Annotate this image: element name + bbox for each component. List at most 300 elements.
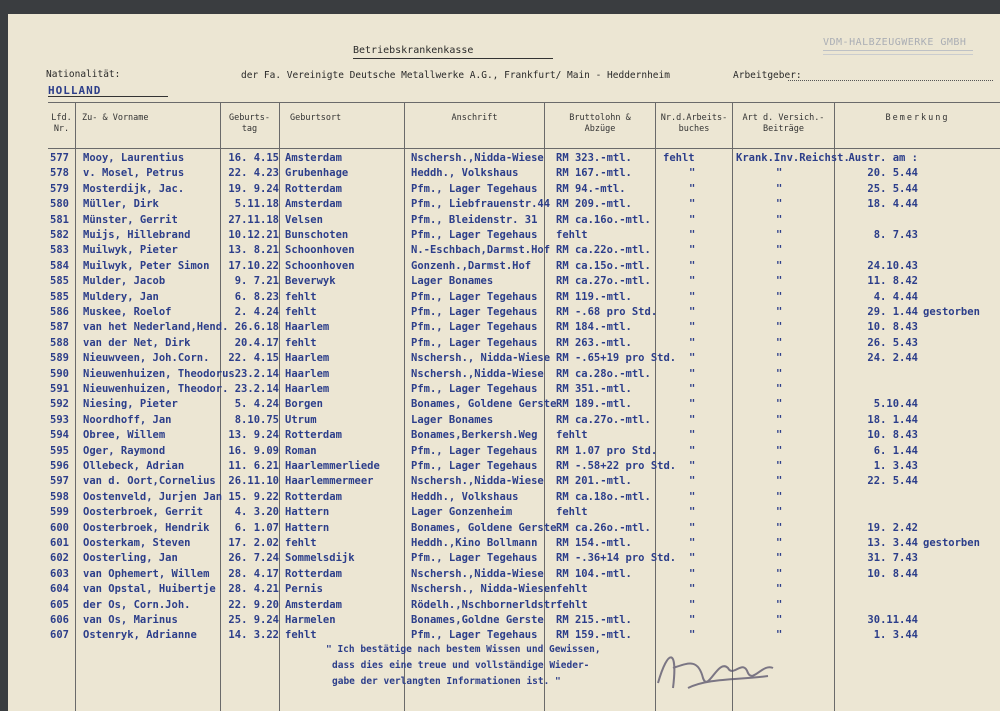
cell-book: " [689,306,696,318]
cell-addr: Pfm., Lager Tegehaus [411,460,538,472]
cell-place: Grubenhage [285,167,349,180]
cell-addr: Pfm., Lager Tegehaus [411,552,538,565]
cell-birth: 22. 4.23 [228,167,279,180]
cell-rem: 1. 3.43 [873,460,918,472]
cell-name: Nieuwveen, Joh.Corn. [83,352,210,365]
cell-ins: " [776,259,783,272]
cell-wage: RM ca.18o.-mtl. [556,490,651,503]
cell-birth: 11. 6.21 [228,460,279,472]
table-top-rule [48,102,1000,103]
cell-birth: 6. 1.07 [234,521,279,534]
cell-birth: 27.11.18 [228,213,279,226]
cell-rem: 5.10.44 [873,398,918,411]
cell-name: van het Nederland,Hend. [83,321,229,334]
cell-wage: fehlt [556,429,588,442]
cell-birth: 13. 8.21 [228,244,279,257]
cell-place: Sommelsdijk [285,552,355,565]
cell-name: van der Net, Dirk [83,336,191,349]
cell-book: " [689,383,696,395]
table-row [8,198,1000,214]
cell-name: Obree, Willem [83,429,166,442]
cell-book: " [689,398,696,411]
cell-addr: Pfm., Lager Tegehaus [411,290,538,303]
cell-book: " [689,229,696,241]
cell-birth: 4. 3.20 [234,506,279,519]
cell-nr: 604 [50,583,69,596]
table-row [8,368,1000,384]
cell-nr: 584 [50,259,69,272]
cell-rem: 30.11.44 [867,614,918,626]
employer-line [788,80,993,81]
cell-place: Schoonhoven [285,244,355,257]
cell-ins: " [776,614,783,626]
cell-addr: Nschersh., Nidda-Wiese [411,352,551,365]
cell-note: gestorben [923,537,980,549]
cell-wage: fehlt [556,598,588,611]
cell-wage: fehlt [556,506,588,519]
cell-place: Rotterdam [285,490,342,503]
cell-ins: " [776,229,783,241]
cell-name: Muilwyk, Peter Simon [83,259,210,272]
nationality-label: Nationalität: [46,69,121,80]
cell-nr: 585 [50,290,69,303]
cell-place: Schoonhoven [285,259,355,272]
cell-addr: Nschersh.,Nidda-Wiese [411,567,544,580]
cell-name: Oosterkam, Steven [83,537,191,549]
cell-ins: Krank.Inv.Reichst. [736,152,850,164]
cell-addr: Bonames, Goldene Gerste [411,398,557,411]
cell-addr: Pfm., Lager Tegehaus [411,444,538,457]
cell-wage: RM 167.-mtl. [556,167,632,180]
cell-place: Rotterdam [285,567,342,580]
cell-birth: 13. 9.24 [228,429,279,442]
cell-addr: Lager Bonames [411,275,494,288]
header-wage: Bruttolohn & Abzüge [569,113,631,134]
cell-wage: RM -.58+22 pro Std. [556,460,677,472]
cell-place: Haarlem [285,321,330,334]
cell-addr: Gonzenh.,Darmst.Hof [411,259,532,272]
cell-name: Muijs, Hillebrand [83,229,191,241]
cell-ins: " [776,383,783,395]
cell-addr: Nschersh.,Nidda-Wiese [411,475,544,488]
cell-ins: " [776,429,783,442]
cell-place: Amsterdam [285,598,342,611]
cell-book: " [689,475,696,488]
cell-rem: 25. 5.44 [867,182,918,195]
cell-name: Mosterdijk, Jac. [83,182,185,195]
cell-nr: 580 [50,198,69,211]
cell-birth: 17. 2.02 [228,537,279,549]
cell-name: Muldery, Jan [83,290,159,303]
cell-birth: 17.10.22 [228,259,279,272]
cell-place: fehlt [285,306,317,318]
cell-wage: RM -.68 pro Std. [556,306,658,318]
cell-addr: Bonames,Goldne Gerste [411,614,544,626]
table-row [8,244,1000,260]
cell-name: Nieuwenhuizen, Theodor. [83,383,229,395]
table-row [8,445,1000,461]
cell-addr: Pfm., Lager Tegehaus [411,182,538,195]
cell-birth: 23.2.14 [234,383,279,395]
cell-birth: 26.11.10 [228,475,279,488]
cell-nr: 597 [50,475,69,488]
cell-name: van Ophemert, Willem [83,567,210,580]
cell-rem: 22. 5.44 [867,475,918,488]
cell-book: " [689,336,696,349]
header-name: Zu- & Vorname [82,113,149,123]
table-row [8,460,1000,476]
cell-wage: RM 215.-mtl. [556,614,632,626]
cell-birth: 10.12.21 [228,229,279,241]
table-row [8,291,1000,307]
cell-name: Oosterbroek, Hendrik [83,521,210,534]
cell-addr: Pfm., Liebfrauenstr.44 [411,198,551,211]
cell-rem: Austr. am : [848,152,918,164]
cell-ins: " [776,182,783,195]
table-row [8,475,1000,491]
cell-wage: fehlt [556,583,588,596]
cell-book: " [689,583,696,596]
cell-addr: Pfm., Lager Tegehaus [411,336,538,349]
cell-nr: 577 [50,152,69,164]
cell-addr: Nschersh.,Nidda-Wiese [411,152,544,164]
cell-birth: 5. 4.24 [234,398,279,411]
cell-ins: " [776,398,783,411]
cell-wage: RM -.65+19 pro Std. [556,352,677,365]
cell-wage: RM 201.-mtl. [556,475,632,488]
cell-addr: Pfm., Lager Tegehaus [411,629,538,642]
table-row [8,522,1000,538]
cell-book: " [689,213,696,226]
cell-place: Amsterdam [285,198,342,211]
cell-book: " [689,567,696,580]
cell-place: Rotterdam [285,429,342,442]
cell-rem: 31. 7.43 [867,552,918,565]
declaration-text: " Ich bestätige nach bestem Wissen und Gewissen, dass dies eine treue und vollständige Wieder- gabe der verlangten Informationen ist. " [326,644,601,687]
cell-book: " [689,244,696,257]
cell-birth: 8.10.75 [234,413,279,426]
table-row [8,537,1000,553]
cell-birth: 15. 9.22 [228,490,279,503]
cell-birth: 28. 4.17 [228,567,279,580]
cell-book: " [689,506,696,519]
cell-book: " [689,521,696,534]
cell-addr: N.-Eschbach,Darmst.Hof [411,244,551,257]
cell-rem: 20. 5.44 [867,167,918,180]
cell-ins: " [776,460,783,472]
cell-ins: " [776,198,783,211]
table-row [8,214,1000,230]
table-row [8,599,1000,615]
cell-place: Haarlem [285,383,330,395]
cell-ins: " [776,290,783,303]
cell-place: Borgen [285,398,323,411]
cell-place: fehlt [285,290,317,303]
document-title: Betriebskrankenkasse [353,45,474,56]
cell-birth: 26. 7.24 [228,552,279,565]
cell-nr: 602 [50,552,69,565]
cell-place: Beverwyk [285,275,336,288]
cell-wage: RM 104.-mtl. [556,567,632,580]
cell-nr: 579 [50,182,69,195]
cell-nr: 592 [50,398,69,411]
cell-rem: 10. 8.43 [867,321,918,334]
cell-addr: Nschersh.,Nidda-Wiese [411,367,544,380]
cell-place: Utrum [285,413,317,426]
cell-name: Ostenryk, Adrianne [83,629,197,642]
cell-addr: Heddh., Volkshaus [411,490,519,503]
cell-wage: RM 209.-mtl. [556,198,632,211]
cell-book: " [689,367,696,380]
cell-birth: 22. 9.20 [228,598,279,611]
cell-book: " [689,259,696,272]
cell-wage: RM ca.16o.-mtl. [556,213,651,226]
cell-wage: RM 94.-mtl. [556,182,626,195]
cell-nr: 607 [50,629,69,642]
cell-ins: " [776,537,783,549]
cell-nr: 600 [50,521,69,534]
cell-wage: RM ca.22o.-mtl. [556,244,651,257]
cell-nr: 582 [50,229,69,241]
cell-ins: " [776,490,783,503]
table-row [8,275,1000,291]
cell-rem: 24.10.43 [867,259,918,272]
cell-wage: RM ca.27o.-mtl. [556,275,651,288]
cell-nr: 583 [50,244,69,257]
cell-birth: 6. 8.23 [234,290,279,303]
cell-birth: 19. 9.24 [228,182,279,195]
cell-rem: 26. 5.43 [867,336,918,349]
cell-wage: RM 184.-mtl. [556,321,632,334]
cell-rem: 29. 1.44 [867,306,918,318]
cell-rem: 4. 4.44 [873,290,918,303]
cell-name: Mooy, Laurentius [83,152,185,164]
cell-place: Pernis [285,583,323,596]
cell-addr: Bonames,Berkersh.Weg [411,429,538,442]
cell-book: " [689,198,696,211]
cell-name: Oosterling, Jan [83,552,178,565]
cell-ins: " [776,336,783,349]
cell-place: Haarlem [285,352,330,365]
header-birthdate: Geburts- tag [229,113,270,134]
cell-birth: 20.4.17 [234,336,279,349]
header-workbook: Nr.d.Arbeits- buches [660,113,728,134]
cell-ins: " [776,244,783,257]
cell-rem: 24. 2.44 [867,352,918,365]
table-row [8,321,1000,337]
cell-ins: " [776,306,783,318]
table-row [8,429,1000,445]
table-row [8,506,1000,522]
header-address: Anschrift [451,113,498,123]
cell-birth: 9. 7.21 [234,275,279,288]
cell-book: " [689,352,696,365]
cell-birth: 5.11.18 [234,198,279,211]
cell-ins: " [776,367,783,380]
cell-nr: 586 [50,306,69,318]
cell-rem: 1. 3.44 [873,629,918,642]
cell-name: Niesing, Pieter [83,398,178,411]
table-row [8,414,1000,430]
table-row [8,260,1000,276]
cell-wage: RM 159.-mtl. [556,629,632,642]
cell-birth: 2. 4.24 [234,306,279,318]
cell-nr: 594 [50,429,69,442]
cell-book: " [689,321,696,334]
cell-ins: " [776,567,783,580]
cell-nr: 599 [50,506,69,519]
cell-book: " [689,290,696,303]
cell-wage: RM ca.26o.-mtl. [556,521,651,534]
cell-ins: " [776,598,783,611]
cell-wage: RM 189.-mtl. [556,398,632,411]
cell-wage: RM 351.-mtl. [556,383,632,395]
cell-birth: 23.2.14 [234,367,279,380]
table-header-rule [48,148,1000,149]
cell-birth: 28. 4.21 [228,583,279,596]
cell-nr: 605 [50,598,69,611]
cell-nr: 593 [50,413,69,426]
cell-rem: 10. 8.43 [867,429,918,442]
cell-name: Noordhoff, Jan [83,413,172,426]
cell-name: Münster, Gerrit [83,213,178,226]
cell-nr: 581 [50,213,69,226]
cell-nr: 596 [50,460,69,472]
nationality-value: HOLLAND [48,84,102,97]
cell-ins: " [776,475,783,488]
cell-book: " [689,429,696,442]
cell-ins: " [776,413,783,426]
cell-addr: Pfm., Lager Tegehaus [411,306,538,318]
company-line: der Fa. Vereinigte Deutsche Metallwerke A.G., Frankfurt/ Main - Heddernheim [241,70,670,81]
cell-book: " [689,167,696,180]
table-row [8,552,1000,568]
cell-name: v. Mosel, Petrus [83,167,185,180]
cell-name: Nieuwenhuizen, Theodorus [83,367,235,380]
cell-rem: 19. 2.42 [867,521,918,534]
table-row [8,614,1000,630]
cell-book: " [689,460,696,472]
cell-addr: Rödelh.,Nschbornerldstr. [411,598,563,611]
cell-ins: " [776,444,783,457]
cell-name: Muskee, Roelof [83,306,172,318]
cell-ins: " [776,506,783,519]
header-lfd: Lfd. Nr. [51,113,72,134]
cell-birth: 16. 9.09 [228,444,279,457]
cell-nr: 588 [50,336,69,349]
cell-addr: Heddh.,Kino Bollmann [411,537,538,549]
cell-book: " [689,444,696,457]
cell-addr: Pfm., Bleidenstr. 31 [411,213,538,226]
cell-book: " [689,490,696,503]
cell-place: Haarlemmerliede [285,460,380,472]
cell-wage: RM 323.-mtl. [556,152,632,164]
cell-addr: Heddh., Volkshaus [411,167,519,180]
table-row [8,337,1000,353]
cell-book: " [689,182,696,195]
cell-addr: Nschersh., Nidda-Wiesen [411,583,557,596]
document-sheet [8,14,1000,711]
cell-nr: 590 [50,367,69,380]
cell-wage: RM -.36+14 pro Std. [556,552,677,565]
cell-book: " [689,275,696,288]
header-birthplace: Geburtsort [290,113,342,123]
cell-wage: RM 119.-mtl. [556,290,632,303]
cell-nr: 587 [50,321,69,334]
cell-rem: 8. 7.43 [873,229,918,241]
cell-place: fehlt [285,336,317,349]
cell-name: Oostenveld, Jurjen Jan [83,490,223,503]
nationality-underline [48,96,168,97]
cell-place: Harmelen [285,614,336,626]
table-row [8,229,1000,245]
table-row [8,152,1000,168]
cell-wage: RM 154.-mtl. [556,537,632,549]
cell-place: Hattern [285,506,330,519]
cell-name: van d. Oort,Cornelius [83,475,216,488]
table-row [8,167,1000,183]
cell-ins: " [776,629,783,642]
table-row [8,352,1000,368]
cell-book: " [689,537,696,549]
cell-nr: 591 [50,383,69,395]
cell-nr: 595 [50,444,69,457]
cell-birth: 14. 3.22 [228,629,279,642]
cell-rem: 18. 4.44 [867,198,918,211]
cell-place: Velsen [285,213,323,226]
cell-birth: 25. 9.24 [228,614,279,626]
cell-nr: 589 [50,352,69,365]
cell-name: Oosterbroek, Gerrit [83,506,204,519]
cell-book: " [689,413,696,426]
cell-wage: RM ca.27o.-mtl. [556,413,651,426]
cell-nr: 606 [50,614,69,626]
cell-place: fehlt [285,537,317,549]
cell-book: " [689,614,696,626]
table-row [8,306,1000,322]
cell-addr: Pfm., Lager Tegehaus [411,229,538,241]
cell-wage: RM ca.15o.-mtl. [556,259,651,272]
cell-place: Haarlemmermeer [285,475,374,488]
employer-label: Arbeitgeber: [733,70,802,81]
table-row [8,383,1000,399]
cell-addr: Pfm., Lager Tegehaus [411,383,538,395]
cell-name: der Os, Corn.Joh. [83,598,191,611]
cell-name: Oger, Raymond [83,444,166,457]
table-row [8,398,1000,414]
cell-name: Müller, Dirk [83,198,159,211]
cell-wage: RM 1.07 pro Std. [556,444,658,457]
header-insurance: Art d. Versich.- Beiträge [742,113,825,134]
cell-ins: " [776,213,783,226]
cell-rem: 10. 8.44 [867,567,918,580]
cell-name: Ollebeck, Adrian [83,460,185,472]
cell-birth: 26.6.18 [234,321,279,334]
cell-nr: 601 [50,537,69,549]
cell-note: gestorben [923,306,980,318]
cell-ins: " [776,583,783,596]
table-row [8,183,1000,199]
cell-name: Mulder, Jacob [83,275,166,288]
cell-place: Amsterdam [285,152,342,164]
table-row [8,568,1000,584]
company-stamp: VDM-HALBZEUGWERKE GMBH [823,38,973,55]
cell-rem: 6. 1.44 [873,444,918,457]
cell-ins: " [776,352,783,365]
cell-book: " [689,629,696,642]
cell-place: Haarlem [285,367,330,380]
cell-nr: 598 [50,490,69,503]
